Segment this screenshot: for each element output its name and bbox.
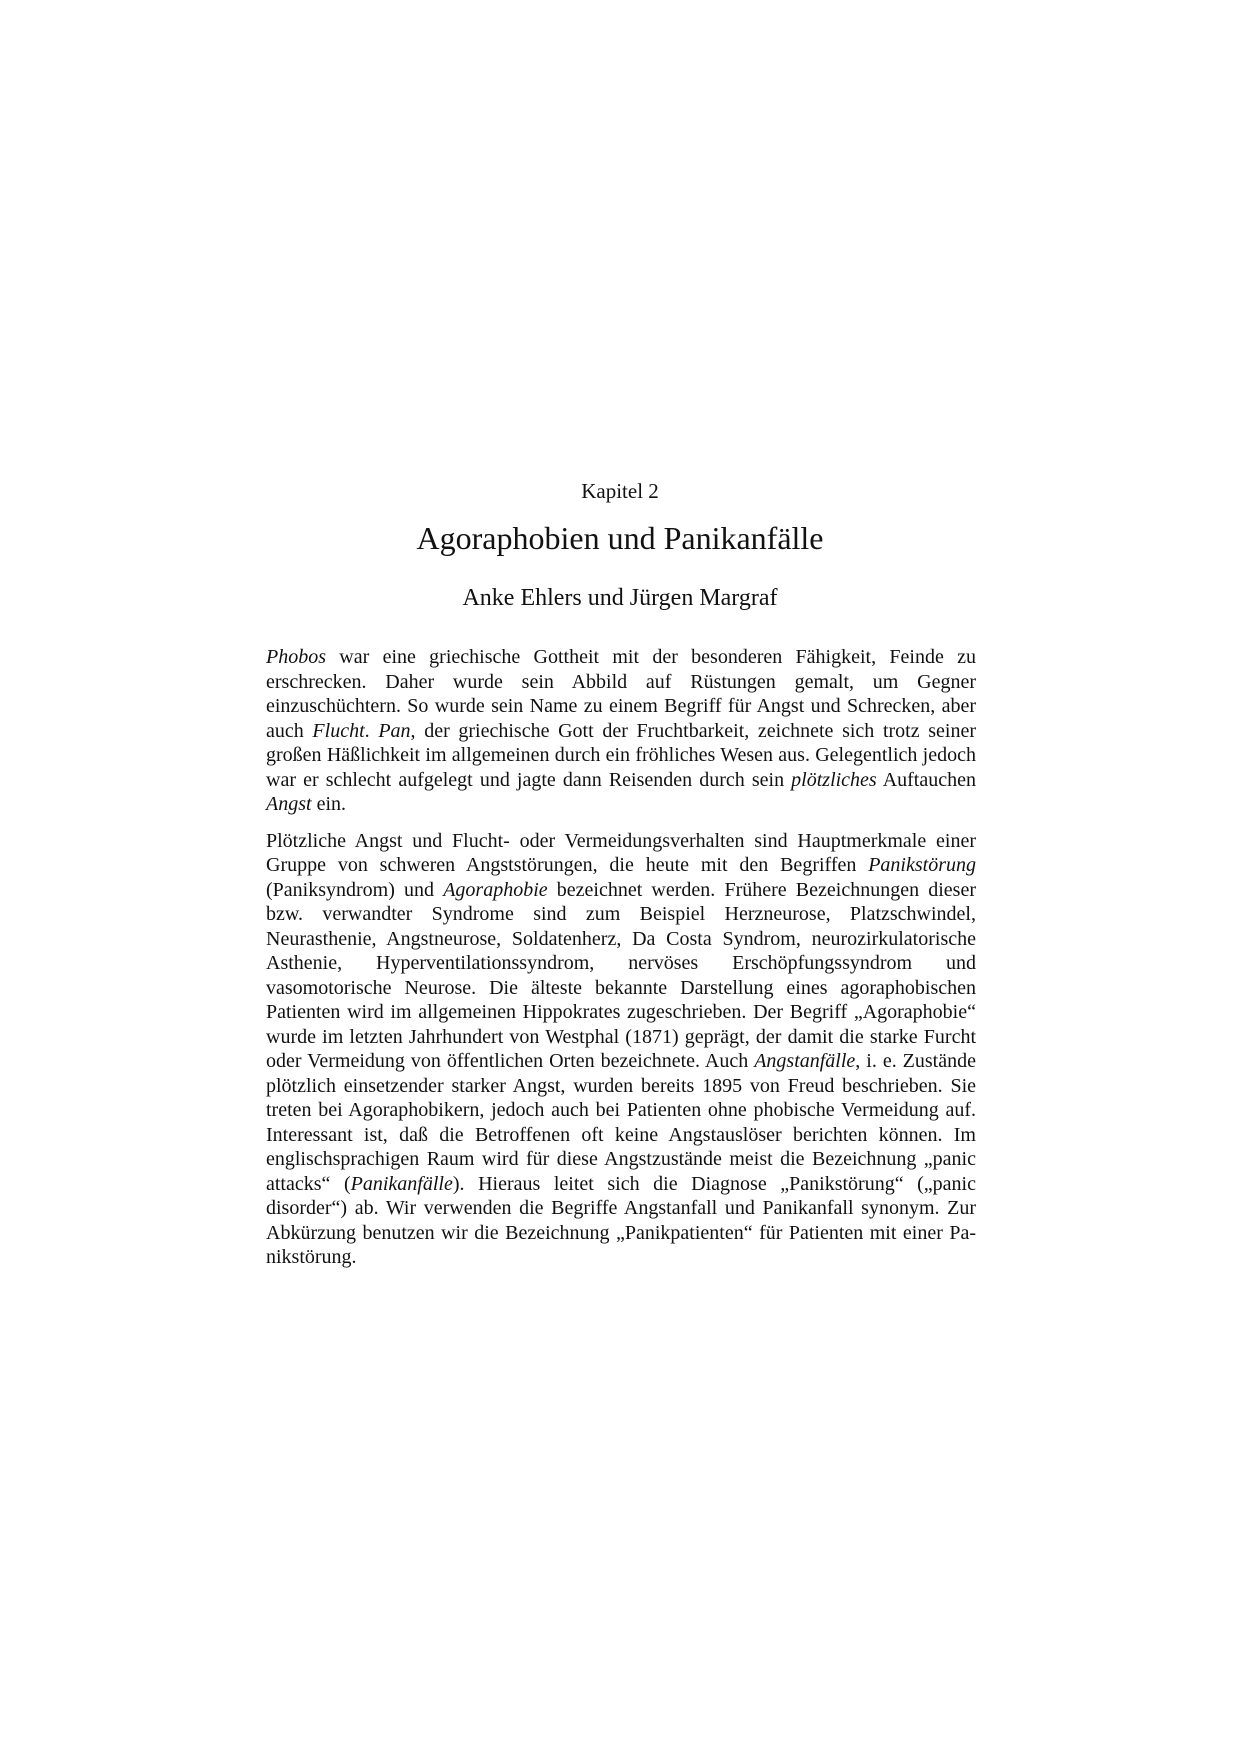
text-run: Plötzliche Angst und Flucht- oder Vermeidungsverhalten sind Hauptmerkmale einer Gruppe von schweren Angststörungen, die heute mit den Begriffen — [266, 829, 976, 876]
chapter-title: Agoraphobien und Panikanfälle — [416, 520, 824, 556]
body-paragraph — [266, 645, 976, 817]
text-run: ). Hieraus leitet sich die Diagnose „Panikstörung“ („panic disorder“) ab. Wir verwenden die Begriffe Angstanfall und Panikanfall synonym. Zur Abkürzung benutzen wir die Bezeichnung „Panikpatienten“ für Patienten mit einer Panikstörung. — [266, 1172, 976, 1268]
italic-run: plötzliches — [791, 768, 877, 791]
text-run: war eine griechische Gottheit mit der besonderen Fähigkeit, Feinde zu erschrecken. Daher wurde sein Abbild auf Rüstungen gemalt, um Gegner einzuschüchtern. So wurde sein Name zu einem Begriff für Angst und Schrecken, aber auch — [266, 646, 976, 742]
italic-run: Panikanfälle — [350, 1172, 453, 1195]
italic-run: Agoraphobie — [443, 878, 548, 901]
body-paragraph — [266, 829, 976, 1270]
text-run: . — [364, 719, 379, 742]
italic-run: Pan — [378, 719, 411, 742]
chapter-label: Kapitel 2 — [581, 479, 659, 503]
text-run: ein. — [311, 793, 346, 815]
chapter-authors: Anke Ehlers und Jürgen Margraf — [462, 585, 778, 611]
italic-run: Panikstörung — [868, 854, 976, 876]
italic-run: Phobos — [266, 646, 326, 668]
italic-run: Flucht — [312, 719, 365, 742]
italic-run: Angst — [266, 793, 312, 815]
text-run: bezeichnet werden. Frühere Bezeichnungen dieser bzw. verwandter Syndrome sind zum Beispiel Herzneurose, Platzschwindel, Neurasthenie, Angstneurose, Soldatenherz, Da Costa Syndrom, neurozirkulatorische Asthenie, Hyperventilationssyndrom, nervöses Erschöpfungssyndrom und vasomotorische Neurose. Die älteste bekannte Darstellung eines agoraphobischen Patienten wird im allgemeinen Hippokrates zugeschrieben. Der Begriff „Agoraphobie“ wurde im letzten Jahrhundert von Westphal (1871) geprägt, der damit die starke Furcht oder Vermeidung von öffentlichen Orten bezeichnete. Auch — [266, 878, 976, 1072]
text-run: , i. e. Zustände plötzlich einsetzender starker Angst, wurden bereits 1895 von Freud beschrieben. Sie treten bei Agoraphobikern, jedoch auch bei Patienten ohne phobische Vermeidung auf. Interessant ist, daß die Betroffenen oft keine Angstauslöser berichten können. Im englischsprachigen Raum wird für diese Angstzustände meist die Bezeichnung „panic attacks“ ( — [266, 1050, 976, 1195]
text-run: (Paniksyndrom) und — [266, 878, 444, 901]
italic-run: Angstanfälle — [754, 1050, 856, 1072]
text-run: Auftauchen — [876, 768, 976, 791]
chapter-body — [266, 645, 976, 1282]
text-run: , der griechische Gott der Fruchtbarkeit, zeichnete sich trotz seiner großen Häßlichkeit im allgemeinen durch ein fröhliches Wesen aus. Gelegentlich jedoch war er schlecht aufgelegt und jagte dann Reisenden durch sein — [266, 719, 977, 791]
